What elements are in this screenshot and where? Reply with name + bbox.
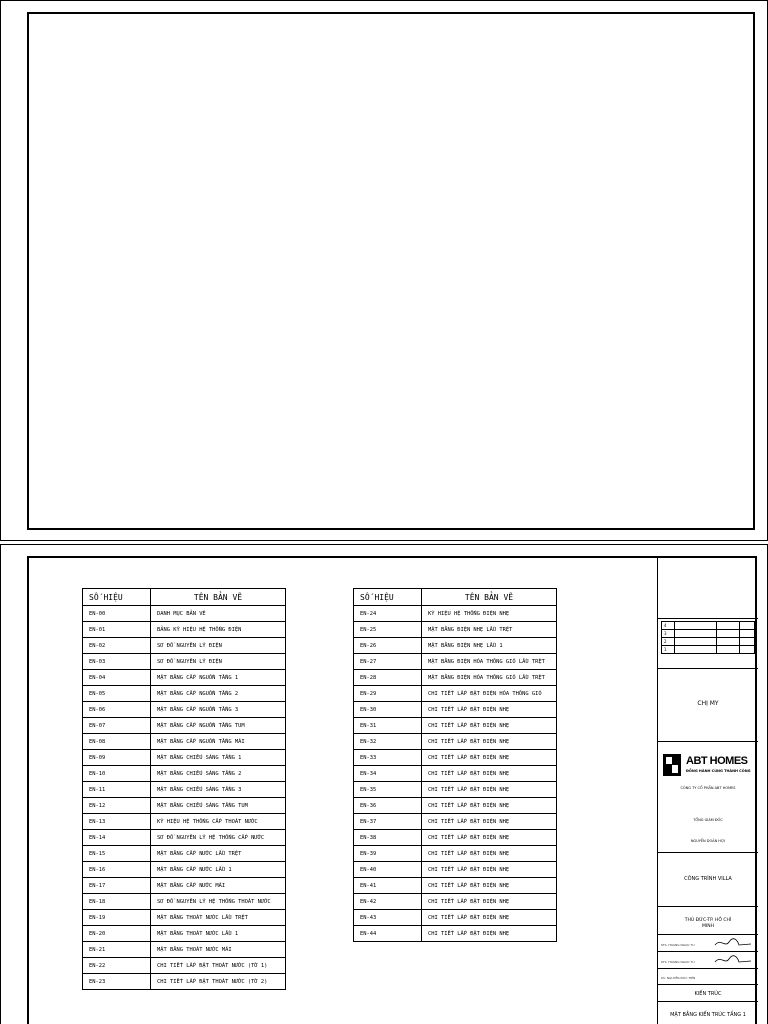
- drawing-code: EN-23: [83, 974, 151, 990]
- table-row: [83, 638, 286, 654]
- table-row: [83, 862, 286, 878]
- drawing-name: CHI TIẾT LẮP ĐẶT ĐIỆN NHẸ: [422, 894, 557, 910]
- drawing-code: EN-29: [354, 686, 422, 702]
- drawing-code: EN-34: [354, 766, 422, 782]
- drawing-name: CHI TIẾT LẮP ĐẶT ĐIỆN NHẸ: [422, 814, 557, 830]
- divider: [658, 951, 758, 952]
- revision-row: [662, 630, 755, 638]
- drawing-code: EN-28: [354, 670, 422, 686]
- divider: [658, 741, 758, 742]
- revision-table: [661, 621, 755, 654]
- table-body: [83, 606, 286, 990]
- table-row: [354, 638, 557, 654]
- table-row: [354, 622, 557, 638]
- divider: [658, 852, 758, 853]
- drawing-code: EN-24: [354, 606, 422, 622]
- drawing-name: CHI TIẾT LẮP ĐẶT ĐIỆN NHẸ: [422, 926, 557, 942]
- table-row: [83, 702, 286, 718]
- table-row: [354, 670, 557, 686]
- divider: [658, 968, 758, 969]
- drawing-code: EN-44: [354, 926, 422, 942]
- drawing-name: CHI TIẾT LẮP ĐẶT ĐIỆN NHẸ: [422, 862, 557, 878]
- drawing-name: MẶT BẰNG THOÁT NƯỚC MÁI: [151, 942, 286, 958]
- drawing-code: EN-22: [83, 958, 151, 974]
- table-row: [83, 814, 286, 830]
- table-row: [354, 830, 557, 846]
- table-row: [83, 958, 286, 974]
- table-row: [354, 718, 557, 734]
- table-row: [83, 798, 286, 814]
- drawing-code: EN-41: [354, 878, 422, 894]
- table-row: [354, 654, 557, 670]
- drawing-name: KÝ HIỆU HỆ THỐNG CẤP THOÁT NƯỚC: [151, 814, 286, 830]
- drawing-code: EN-20: [83, 926, 151, 942]
- drawing-code: EN-43: [354, 910, 422, 926]
- table-row: [354, 798, 557, 814]
- drawing-name: MẶT BẰNG CẤP NƯỚC MÁI: [151, 878, 286, 894]
- divider: [658, 906, 758, 907]
- revision-number: 1: [662, 646, 675, 654]
- drawing-name: CHI TIẾT LẮP ĐẶT ĐIỆN NHẸ: [422, 846, 557, 862]
- project-name: CÔNG TRÌNH VILLA: [684, 876, 732, 882]
- table-row: [354, 878, 557, 894]
- drawing-index-table-right: [353, 588, 557, 942]
- client-name: CHỊ MY: [697, 700, 719, 707]
- divider: [658, 934, 758, 935]
- signature-icon: [713, 953, 753, 967]
- drawing-name: CHI TIẾT LẮP ĐẶT ĐIỆN NHẸ: [422, 798, 557, 814]
- table-row: [83, 846, 286, 862]
- table-body: [354, 606, 557, 942]
- project-location-line2: MINH: [702, 924, 714, 929]
- table-row: [354, 702, 557, 718]
- director-name: NGUYỄN DOÃN HỢI: [690, 839, 726, 843]
- drawing-name: CHI TIẾT LẮP ĐẶT ĐIỆN NHẸ: [422, 750, 557, 766]
- drawing-code: EN-14: [83, 830, 151, 846]
- table-row: [354, 846, 557, 862]
- drawing-code: EN-06: [83, 702, 151, 718]
- table-row: [83, 750, 286, 766]
- drawing-name: SƠ ĐỒ NGUYÊN LÝ HỆ THỐNG CẤP NƯỚC: [151, 830, 286, 846]
- drawing-code: EN-38: [354, 830, 422, 846]
- drawing-name: CHI TIẾT LẮP ĐẶT THOÁT NƯỚC (TỜ 1): [151, 958, 286, 974]
- drawing-code: EN-18: [83, 894, 151, 910]
- designer-name: KTS. HOÀNG NGỌC TÚ: [661, 943, 695, 947]
- sheet-1-drawing-area: [27, 12, 755, 530]
- company-slogan: ĐỒNG HÀNH CÙNG THÀNH CÔNG: [686, 769, 751, 773]
- revision-number: 4: [662, 622, 675, 630]
- drawing-code: EN-40: [354, 862, 422, 878]
- title-block: [657, 556, 758, 1024]
- drawing-name: MẶT BẰNG CHIẾU SÁNG TẦNG 2: [151, 766, 286, 782]
- table-row: [83, 670, 286, 686]
- drawing-code: EN-13: [83, 814, 151, 830]
- drawing-code: EN-21: [83, 942, 151, 958]
- drawing-name: MẶT BẰNG ĐIỆN HÓA THÔNG GIÓ LẦU TRỆT: [422, 654, 557, 670]
- drawing-name: MẶT BẰNG CẤP NƯỚC LẦU 1: [151, 862, 286, 878]
- column-header-code: SỐ HIỆU: [83, 589, 151, 606]
- drawing-name: MẶT BẰNG ĐIỆN HÓA THÔNG GIÓ LẦU TRỆT: [422, 670, 557, 686]
- drawing-code: EN-12: [83, 798, 151, 814]
- drawing-name: MẶT BẰNG CẤP NƯỚC LẦU TRỆT: [151, 846, 286, 862]
- signature-icon: [713, 936, 753, 950]
- drawing-code: EN-09: [83, 750, 151, 766]
- drawing-code: EN-32: [354, 734, 422, 750]
- column-header-code: SỐ HIỆU: [354, 589, 422, 606]
- drawing-name: MẶT BẰNG CẤP NGUỒN TẦNG 2: [151, 686, 286, 702]
- divider: [658, 668, 758, 669]
- drawing-name: CHI TIẾT LẮP ĐẶT ĐIỆN NHẸ: [422, 782, 557, 798]
- divider: [658, 618, 758, 619]
- table-row: [354, 926, 557, 942]
- drawing-code: EN-35: [354, 782, 422, 798]
- drawing-code: EN-19: [83, 910, 151, 926]
- table-row: [354, 750, 557, 766]
- drawing-name: CHI TIẾT LẮP ĐẶT ĐIỆN NHẸ: [422, 878, 557, 894]
- revision-number: 2: [662, 638, 675, 646]
- drawing-code: EN-36: [354, 798, 422, 814]
- company-logo-icon: [662, 753, 682, 777]
- table-row: [354, 910, 557, 926]
- drawing-code: EN-26: [354, 638, 422, 654]
- company-full-name: CÔNG TY CỔ PHẦN ABT HOMES: [680, 786, 736, 790]
- column-header-name: TÊN BẢN VẼ: [422, 589, 557, 606]
- drawing-name: CHI TIẾT LẮP ĐẶT ĐIỆN NHẸ: [422, 702, 557, 718]
- table-row: [354, 894, 557, 910]
- drawing-code: EN-10: [83, 766, 151, 782]
- drawing-code: EN-07: [83, 718, 151, 734]
- table-row: [354, 734, 557, 750]
- drawing-name: CHI TIẾT LẮP ĐẶT ĐIỆN NHẸ: [422, 766, 557, 782]
- table-row: [83, 830, 286, 846]
- table-row: [83, 974, 286, 990]
- drawing-name: MẶT BẰNG CHIẾU SÁNG TẦNG TUM: [151, 798, 286, 814]
- drawing-code: EN-00: [83, 606, 151, 622]
- drawing-name: KÝ HIỆU HỆ THỐNG ĐIỆN NHẸ: [422, 606, 557, 622]
- drawing-title: MẶT BẰNG KIẾN TRÚC TẦNG 1: [670, 1012, 746, 1018]
- drawing-code: EN-15: [83, 846, 151, 862]
- table-header-row: [354, 589, 557, 606]
- drawing-code: EN-39: [354, 846, 422, 862]
- drawing-code: EN-03: [83, 654, 151, 670]
- drawing-code: EN-16: [83, 862, 151, 878]
- drawing-name: MẶT BẰNG CẤP NGUỒN TẦNG 3: [151, 702, 286, 718]
- drawing-name: SƠ ĐỒ NGUYÊN LÝ ĐIỆN: [151, 638, 286, 654]
- table-row: [83, 622, 286, 638]
- drawing-name: MẶT BẰNG CẤP NGUỒN TẦNG TUM: [151, 718, 286, 734]
- table-row: [83, 686, 286, 702]
- drawing-code: EN-25: [354, 622, 422, 638]
- drawing-name: MẶT BẰNG ĐIỆN NHẸ LẦU 1: [422, 638, 557, 654]
- drawing-name: CHI TIẾT LẮP ĐẶT ĐIỆN NHẸ: [422, 718, 557, 734]
- drawing-name: MẶT BẰNG THOÁT NƯỚC LẦU 1: [151, 926, 286, 942]
- drawing-code: EN-08: [83, 734, 151, 750]
- table-row: [83, 606, 286, 622]
- table-row: [83, 654, 286, 670]
- table-row: [83, 766, 286, 782]
- table-row: [83, 942, 286, 958]
- drawing-code: EN-42: [354, 894, 422, 910]
- drawing-name: MẶT BẰNG CHIẾU SÁNG TẦNG 3: [151, 782, 286, 798]
- table-row: [83, 926, 286, 942]
- drawing-name: MẶT BẰNG CẤP NGUỒN TẦNG 1: [151, 670, 286, 686]
- drawing-name: DANH MỤC BẢN VẼ: [151, 606, 286, 622]
- table-row: [354, 814, 557, 830]
- drawing-name: CHI TIẾT LẮP ĐẶT ĐIỆN HÓA THÔNG GIÓ: [422, 686, 557, 702]
- revision-row: [662, 622, 755, 630]
- drawing-code: EN-02: [83, 638, 151, 654]
- table-row: [83, 894, 286, 910]
- drawing-name: MẶT BẰNG CHIẾU SÁNG TẦNG 1: [151, 750, 286, 766]
- drawing-name: MẶT BẰNG ĐIỆN NHẸ LẦU TRỆT: [422, 622, 557, 638]
- table-row: [83, 878, 286, 894]
- column-header-name: TÊN BẢN VẼ: [151, 589, 286, 606]
- revision-number: 3: [662, 630, 675, 638]
- drawing-name: MẶT BẰNG CẤP NGUỒN TẦNG MÁI: [151, 734, 286, 750]
- drawing-name: MẶT BẰNG THOÁT NƯỚC LẦU TRỆT: [151, 910, 286, 926]
- table-row: [354, 782, 557, 798]
- drawing-code: EN-04: [83, 670, 151, 686]
- drawing-name: CHI TIẾT LẮP ĐẶT ĐIỆN NHẸ: [422, 910, 557, 926]
- drawing-code: EN-33: [354, 750, 422, 766]
- drawing-name: SƠ ĐỒ NGUYÊN LÝ ĐIỆN: [151, 654, 286, 670]
- drawing-code: EN-27: [354, 654, 422, 670]
- table-row: [83, 718, 286, 734]
- divider: [658, 984, 758, 985]
- drawing-code: EN-31: [354, 718, 422, 734]
- company-logo-name: ABT HOMES: [686, 755, 748, 767]
- manager-name: KS. NGUYỄN ĐỨC TIẾN: [661, 976, 696, 980]
- drawing-code: EN-30: [354, 702, 422, 718]
- drawing-code: EN-11: [83, 782, 151, 798]
- drawing-code: EN-37: [354, 814, 422, 830]
- checker-name: KTS. HOÀNG NGỌC TÚ: [661, 960, 695, 964]
- drawing-code: EN-17: [83, 878, 151, 894]
- revision-row: [662, 646, 755, 654]
- table-row: [354, 766, 557, 782]
- drawing-name: CHI TIẾT LẮP ĐẶT ĐIỆN NHẸ: [422, 830, 557, 846]
- table-row: [83, 782, 286, 798]
- drawing-name: SƠ ĐỒ NGUYÊN LÝ HỆ THỐNG THOÁT NƯỚC: [151, 894, 286, 910]
- drawing-code: EN-01: [83, 622, 151, 638]
- drawing-index-table-left: [82, 588, 286, 990]
- drawing-name: BẢNG KÝ HIỆU HỆ THỐNG ĐIỆN: [151, 622, 286, 638]
- table-row: [354, 606, 557, 622]
- director-label: TỔNG GIÁM ĐỐC: [693, 818, 723, 822]
- project-location: THỦ ĐỨC-TP. HỒ CHÍ: [684, 918, 732, 923]
- drawing-code: EN-05: [83, 686, 151, 702]
- drawing-name: CHI TIẾT LẮP ĐẶT THOÁT NƯỚC (TỜ 2): [151, 974, 286, 990]
- divider: [658, 1001, 758, 1002]
- table-header-row: [83, 589, 286, 606]
- revision-row: [662, 638, 755, 646]
- table-row: [354, 862, 557, 878]
- table-row: [354, 686, 557, 702]
- drawing-name: CHI TIẾT LẮP ĐẶT ĐIỆN NHẸ: [422, 734, 557, 750]
- table-row: [83, 734, 286, 750]
- table-row: [83, 910, 286, 926]
- discipline: KIẾN TRÚC: [694, 991, 722, 997]
